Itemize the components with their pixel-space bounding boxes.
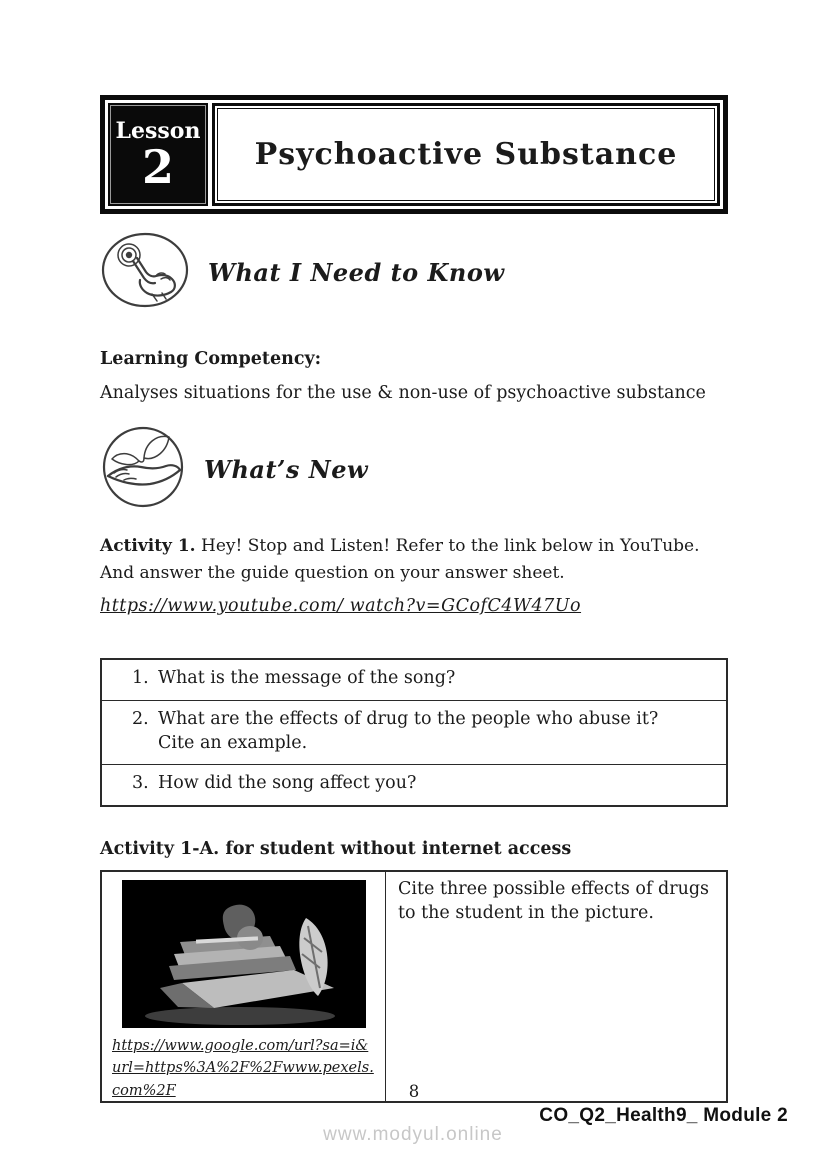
image-source-link[interactable]: https://www.google.com/url?sa=i&url=https%3A%2F%2Fwww.pexels.com%2F <box>112 1037 374 1099</box>
whats-new-row <box>100 424 728 514</box>
activity1a-heading: Activity 1-A. for student without internet access <box>100 838 572 859</box>
learning-competency-text: Analyses situations for the use & non-use of psychoactive substance <box>100 383 706 403</box>
section-heading-whats-new: What’s New <box>204 454 369 484</box>
lesson-title: Psychoactive Substance <box>254 137 678 172</box>
question-number: 3. <box>132 773 149 794</box>
guide-questions-table <box>100 658 728 807</box>
pointing-hand-icon <box>100 231 190 313</box>
activity1-paragraph <box>100 533 728 587</box>
hand-holding-plant-icon <box>100 424 186 514</box>
student-slumped-over-books-photo <box>122 880 366 1028</box>
question-row-2 <box>102 701 726 765</box>
section-heading-what-i-need-to-know: What I Need to Know <box>208 257 505 287</box>
learning-competency-label: Learning Competency: <box>100 349 322 369</box>
activity1-label: Activity 1. <box>100 536 196 556</box>
module-footer-label: CO_Q2_Health9_ Module 2 <box>539 1105 788 1126</box>
page-number: 8 <box>408 1082 420 1101</box>
lesson-banner <box>100 95 728 214</box>
question-row-1 <box>102 660 726 701</box>
question-text: What are the effects of drug to the people who abuse it? Cite an example. <box>158 709 659 753</box>
activity1a-prompt: Cite three possible effects of drugs to the student in the picture. <box>398 878 710 923</box>
activity1-text: Hey! Stop and Listen! Refer to the link below in YouTube. And answer the guide question on your answer sheet. <box>100 536 700 584</box>
question-row-3 <box>102 765 726 805</box>
question-number: 1. <box>132 668 149 689</box>
activity1a-table <box>100 870 728 1103</box>
activity1a-image-cell <box>102 872 386 1101</box>
lesson-number-box <box>108 103 208 206</box>
watermark-text: www.modyul.online <box>323 1124 503 1145</box>
what-i-need-to-know-row <box>100 231 728 313</box>
lesson-number: 2 <box>141 139 174 194</box>
page-content <box>100 95 728 1103</box>
lesson-label: Lesson <box>115 118 201 145</box>
question-text: How did the song affect you? <box>158 773 417 794</box>
question-text: What is the message of the song? <box>158 668 456 689</box>
question-number: 2. <box>132 709 149 729</box>
lesson-title-box <box>212 103 720 206</box>
youtube-link[interactable]: https://www.youtube.com/ watch?v=GCofC4W47Uo <box>100 596 582 617</box>
